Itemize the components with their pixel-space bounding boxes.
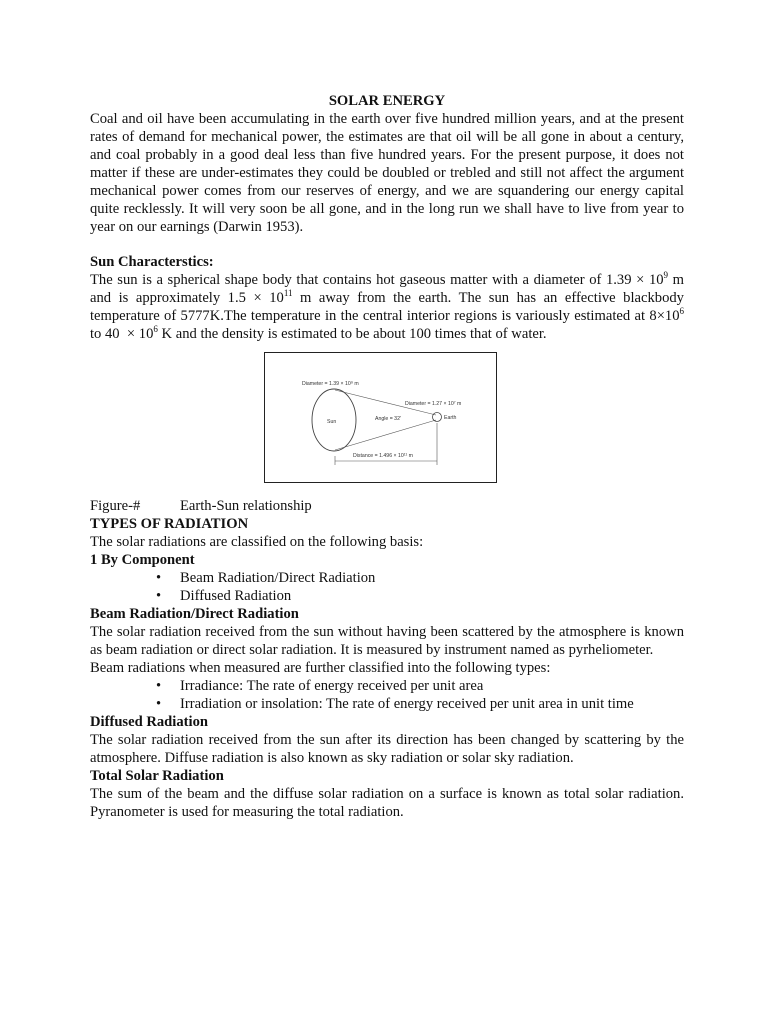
figure-caption [90, 497, 684, 515]
earth-sun-diagram [265, 353, 498, 484]
document-page [90, 92, 684, 821]
types-heading: TYPES OF RADIATION [90, 516, 249, 532]
beam-paragraph: The solar radiation received from the sun without having been scattered by the atmosphere is known as beam radiation or direct solar radiation. It is measured by instrument named as pyrheliometer. [90, 624, 684, 658]
diffused-paragraph: The solar radiation received from the sun after its direction has been changed by scattering by the atmosphere. Diffuse radiation is also known as sky radiation or solar sky radiation. [90, 732, 684, 766]
list-item: • Irradiation or insolation: The rate of energy received per unit area in unit time [90, 695, 684, 713]
earth-label: Earth [444, 415, 457, 421]
earth-circle [433, 413, 442, 422]
beam-types-list [90, 677, 684, 713]
distance-label: Distance = 1.496 × 10¹¹ m [353, 453, 413, 459]
list-item: • Irradiance: The rate of energy received per unit area [90, 677, 684, 695]
figure-number: Figure-# [90, 498, 141, 514]
by-component-heading: 1 By Component [90, 552, 195, 568]
sun-bottom-ray [335, 420, 436, 450]
page-title: SOLAR ENERGY [328, 93, 446, 109]
list-item: • Diffused Radiation [90, 587, 684, 605]
sun-characteristics-heading: Sun Characterstics: [90, 254, 214, 270]
angle-label: Angle = 32' [375, 416, 401, 422]
sun-label: Sun [327, 419, 337, 425]
spacer [90, 236, 684, 253]
total-heading: Total Solar Radiation [90, 768, 224, 784]
list-item: • Beam Radiation/Direct Radiation [90, 569, 684, 587]
intro-paragraph: Coal and oil have been accumulating in the earth over five hundred million years, and at the present rates of demand for mechanical power, the estimates are that oil will be all gone in about a century, and coal probably in a good deal less than five hundred years. For the present purpose, it does not matter if these are under-estimates they could be doubled or trebled and still not affect the argument mechanical power comes from our reserves of energy, and we are squandering our energy capital quite recklessly. It will very soon be all gone, and in the long run we shall have to live from year to year on our earnings (Darwin 1953). [90, 111, 684, 235]
sun-characteristics-paragraph: The sun is a spherical shape body that contains hot gaseous matter with a diameter of $1.39 \times 10^9$ m and is approximately $1.5 \times 10^{11}$ m away from the earth. The sun has an effective blackbody temperature of 5777K.The temperature in the central interior regions is variously estimated at $8\times 10^6$ to $40 \times 10^6$ K and the density is estimated to be about 100 times that of water. [90, 270, 685, 342]
types-intro: The solar radiations are classified on the following basis: [90, 534, 424, 550]
earth-diameter-label: Diameter = 1.27 × 10⁷ m [405, 401, 462, 407]
component-list [90, 569, 684, 605]
total-paragraph: The sum of the beam and the diffuse solar radiation on a surface is known as total solar radiation. Pyranometer is used for measuring the total radiation. [90, 786, 684, 820]
diffused-heading: Diffused Radiation [90, 714, 208, 730]
figure-caption-text: Earth-Sun relationship [180, 498, 312, 514]
beam-types-intro: Beam radiations when measured are further classified into the following types: [90, 660, 551, 676]
earth-sun-figure [264, 352, 497, 483]
beam-heading: Beam Radiation/Direct Radiation [90, 606, 299, 622]
sun-diameter-label: Diameter = 1.39 × 10⁹ m [302, 381, 359, 387]
